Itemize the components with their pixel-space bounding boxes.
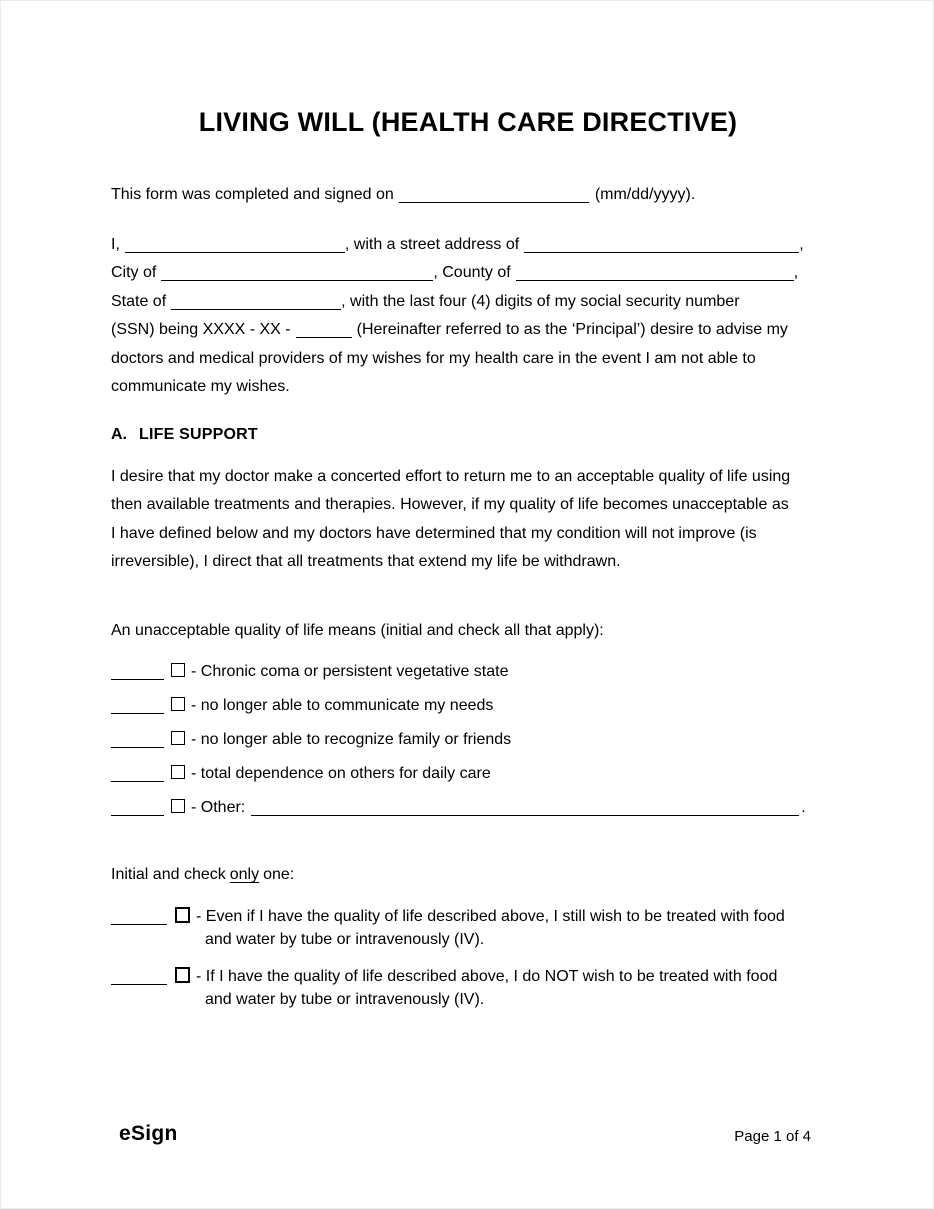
principal-paragraph: [111, 231, 827, 401]
signed-date-blank[interactable]: [399, 188, 589, 203]
signed-date-prefix: This form was completed and signed on: [111, 186, 394, 203]
checkbox-feed-yes[interactable]: [175, 907, 190, 923]
criteria-label: - Chronic coma or persistent vegetative state: [191, 663, 509, 680]
single-choice-prompt: [111, 861, 827, 889]
ssn-intro-text: , with the last four (4) digits of my social security number: [341, 292, 740, 310]
criteria-label: - Other:: [191, 799, 246, 816]
checkbox-total-dependence[interactable]: [171, 765, 185, 779]
criteria-row-communicate-needs: [111, 689, 827, 723]
criteria-row-other: [111, 791, 827, 825]
criteria-list: [111, 655, 827, 825]
checkbox-communicate-needs[interactable]: [171, 697, 185, 711]
section-a-heading: [111, 421, 827, 449]
checkbox-feed-no[interactable]: [175, 967, 190, 983]
criteria-row-chronic-coma: [111, 655, 827, 689]
initials-blank[interactable]: [111, 970, 167, 985]
city-label: City of: [111, 264, 157, 282]
choice-feed-no-line-2: and water by tube or intravenously (IV).: [205, 991, 485, 1008]
choice-label: - If I have the quality of life described above, I do NOT wish to be treated with food: [196, 968, 778, 985]
intro-line-3: I have defined below and my doctors have determined that my condition will not improve (is: [111, 524, 757, 542]
checkbox-chronic-coma[interactable]: [171, 663, 185, 677]
initials-blank[interactable]: [111, 699, 164, 714]
line2-comma: ,: [793, 264, 799, 282]
initials-blank[interactable]: [111, 665, 164, 680]
criteria-label: - no longer able to communicate my needs: [191, 697, 494, 714]
intro-line-4: irreversible), I direct that all treatments that extend my life be withdrawn.: [111, 553, 621, 571]
initials-blank[interactable]: [111, 733, 164, 748]
intro-line-1: I desire that my doctor make a concerted effort to return me to an acceptable quality of life using: [111, 468, 791, 485]
signed-date-suffix: (mm/dd/yyyy).: [594, 186, 696, 203]
choice-row-feed-no: [111, 965, 827, 1011]
single-prompt-pre: Initial and check: [111, 866, 226, 883]
line1-comma: ,: [799, 236, 804, 253]
choice-feed-no-line-1: [111, 965, 827, 988]
initials-blank[interactable]: [111, 801, 164, 816]
criteria-row-total-dependence: [111, 757, 827, 791]
page-indicator: Page 1 of 4: [734, 1128, 811, 1145]
criteria-label: - no longer able to recognize family or friends: [191, 731, 512, 748]
section-a-title: LIFE SUPPORT: [139, 426, 258, 443]
checkbox-other[interactable]: [171, 799, 185, 813]
choice-row-feed-yes: [111, 905, 827, 951]
intro-line-2: then available treatments and therapies. However, if my quality of life becomes unacceptable as: [111, 496, 789, 514]
choice-label: - Even if I have the quality of life described above, I still wish to be treated with food: [196, 908, 785, 925]
state-blank[interactable]: [171, 295, 341, 310]
single-prompt-only-underlined: only: [229, 866, 260, 883]
principal-name-blank[interactable]: [125, 238, 345, 253]
principal-line-2: [111, 259, 827, 287]
checkbox-recognize-family[interactable]: [171, 731, 185, 745]
document-title: LIVING WILL (HEALTH CARE DIRECTIVE): [198, 107, 738, 137]
principal-line-1: [111, 231, 827, 259]
state-label: State of: [111, 292, 167, 310]
section-a-letter: A.: [111, 426, 127, 443]
street-address-blank[interactable]: [524, 238, 799, 253]
principal-line-5: doctors and medical providers of my wishes for my health care in the event I am not able to: [111, 349, 756, 367]
other-description-blank[interactable]: [251, 801, 799, 816]
other-line-period: .: [801, 799, 806, 816]
principal-line-6: communicate my wishes.: [111, 378, 290, 396]
principal-line-4: [111, 316, 827, 344]
choice-feed-yes-line-1: [111, 905, 827, 928]
esign-logo: eSign: [119, 1122, 178, 1145]
principal-name-label: I,: [111, 236, 120, 253]
choice-feed-yes-line-2: and water by tube or intravenously (IV).: [205, 931, 485, 948]
ssn-label: (SSN) being XXXX - XX -: [111, 321, 291, 339]
county-label: , County of: [433, 264, 511, 282]
signed-date-line: [111, 181, 827, 209]
ssn-last-four-blank[interactable]: [296, 323, 352, 338]
criteria-row-recognize-family: [111, 723, 827, 757]
criteria-label: - total dependence on others for daily care: [191, 765, 491, 782]
city-blank[interactable]: [161, 266, 433, 281]
county-blank[interactable]: [516, 266, 794, 281]
street-address-label: , with a street address of: [344, 236, 520, 253]
hereinafter-text: (Hereinafter referred to as the ‘Principal’) desire to advise my: [356, 321, 788, 339]
initials-blank[interactable]: [111, 910, 167, 925]
criteria-prompt: An unacceptable quality of life means (initial and check all that apply):: [111, 622, 604, 639]
principal-line-3: [111, 288, 827, 316]
initials-blank[interactable]: [111, 767, 164, 782]
life-support-intro: [111, 463, 827, 577]
single-prompt-post: one:: [263, 866, 295, 883]
